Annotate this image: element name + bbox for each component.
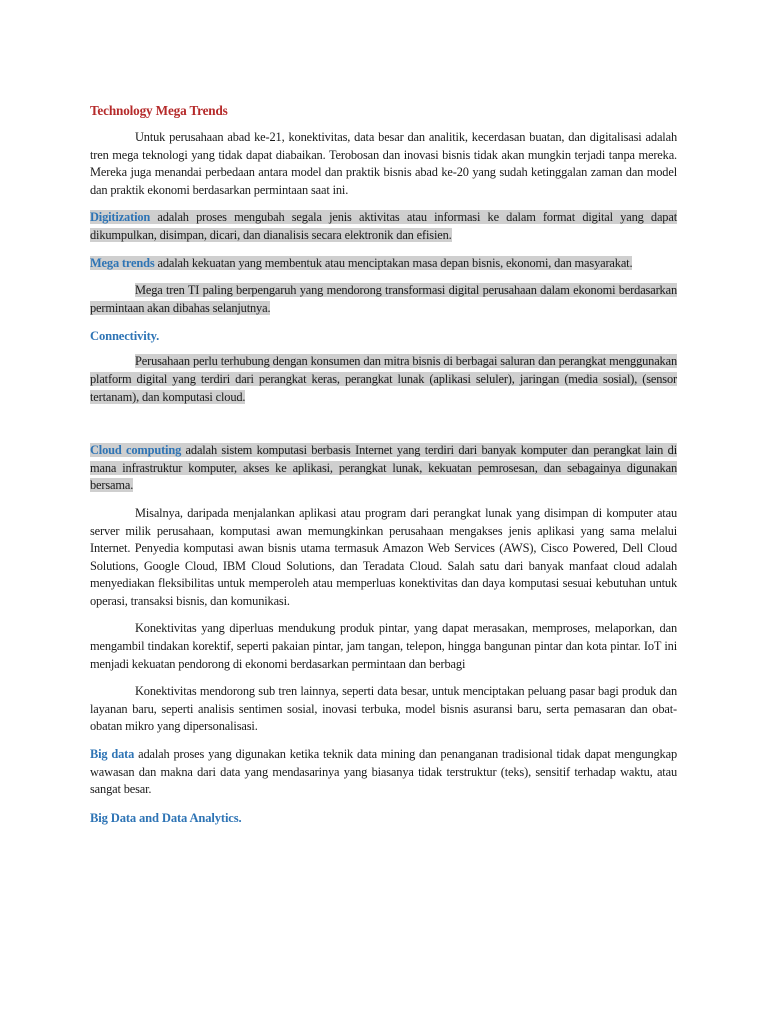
- mega-tren-ti-paragraph: [90, 282, 677, 317]
- blank-line: [90, 416, 677, 442]
- connectivity-text: Perusahaan perlu terhubung dengan konsumen dan mitra bisnis di berbagai saluran dan perangkat menggunakan platform digital yang terdiri dari perangkat keras, perangkat lunak (aplikasi seluler), jaringan (media sosial), (sensor tertanam), dan komputasi cloud.: [90, 354, 677, 404]
- big-data-term: Big data: [90, 747, 135, 762]
- konektivitas-mendorong-paragraph: Konektivitas mendorong sub tren lainnya, seperti data besar, untuk menciptakan peluang pasar bagi produk dan layanan baru, seperti analisis sentimen sosial, inovasi terbuka, model bisnis asuransi baru, serta pemasaran dan obat-obatan mikro yang dipersonalisasi.: [90, 684, 677, 734]
- cloud-computing-paragraph: [90, 442, 677, 495]
- big-data-text: adalah proses yang digunakan ketika teknik data mining dan penanganan tradisional tidak dapat mengungkap wawasan dan makna dari data yang mendasarinya yang biasanya tidak terstruktur (teks), sensitif terhadap waktu, atau sangat besar.: [90, 747, 677, 797]
- mega-trends-highlight: [90, 256, 632, 270]
- connectivity-paragraph: [90, 353, 677, 406]
- digitization-paragraph: [90, 209, 677, 244]
- intro-paragraph: Untuk perusahaan abad ke-21, konektivitas, data besar dan analitik, kecerdasan buatan, dan digitalisasi adalah tren mega teknologi yang tidak dapat diabaikan. Terobosan dan inovasi bisnis tidak akan mungkin terjadi tanpa mereka. Mereka juga menandai perbedaan antara model dan praktik bisnis abad ke-20 yang sudah ketinggalan zaman dan model dan praktik ekonomi berdasarkan permintaan saat ini.: [90, 130, 677, 197]
- digitization-term: Digitization: [90, 210, 151, 225]
- document-body: [90, 101, 677, 835]
- cloud-computing-term: Cloud computing: [90, 443, 182, 458]
- connectivity-heading: Connectivity.: [90, 329, 160, 344]
- mega-trends-text: adalah kekuatan yang membentuk atau menciptakan masa depan bisnis, ekonomi, dan masyarakat.: [154, 255, 633, 270]
- mega-trends-term: Mega trends: [90, 255, 155, 270]
- cloud-computing-highlight: [90, 443, 677, 492]
- mega-tren-ti-text: Mega tren TI paling berpengaruh yang mendorong transformasi digital perusahaan dalam ekonomi berdasarkan permintaan akan dibahas selanjutnya.: [90, 283, 677, 315]
- document-title: Technology Mega Trends: [90, 103, 228, 118]
- digitization-text: adalah proses mengubah segala jenis aktivitas atau informasi ke dalam format digital yang dapat dikumpulkan, disimpan, dicari, dan dianalisis secara elektronik dan efisien.: [90, 210, 677, 242]
- konektivitas-diperluas-paragraph: Konektivitas yang diperluas mendukung produk pintar, yang dapat merasakan, memproses, melaporkan, dan mengambil tindakan korektif, seperti pakaian pintar, jam tangan, telepon, hingga bangunan pintar dan kota pintar. IoT ini menjadi kekuatan pendorong di ekonomi berdasarkan permintaan dan berbagi: [90, 621, 677, 671]
- big-data-heading: Big Data and Data Analytics.: [90, 810, 242, 825]
- big-data-paragraph: [90, 746, 677, 799]
- misalnya-paragraph: Misalnya, daripada menjalankan aplikasi atau program dari perangkat lunak yang disimpan di komputer atau server milik perusahaan, komputasi awan memungkinkan perusahaan mengakses jenis aplikasi yang sama melalui Internet. Penyedia komputasi awan bisnis utama termasuk Amazon Web Services (AWS), Cisco Powered, Dell Cloud Solutions, Google Cloud, IBM Cloud Solutions, dan Teradata Cloud. Salah satu dari banyak manfaat cloud adalah menyediakan fleksibilitas untuk memperoleh atau memperluas konektivitas dan daya komputasi sesuai kebutuhan untuk operasi, transaksi bisnis, dan komunikasi.: [90, 505, 677, 608]
- mega-trends-paragraph: [90, 255, 677, 273]
- cloud-computing-text: adalah sistem komputasi berbasis Internet yang terdiri dari banyak komputer dan perangkat lain di mana infrastruktur komputer, akses ke aplikasi, perangkat lunak, kekuatan pemrosesan, dan sebagainya digunakan bersama.: [90, 443, 677, 493]
- digitization-highlight: [90, 210, 677, 242]
